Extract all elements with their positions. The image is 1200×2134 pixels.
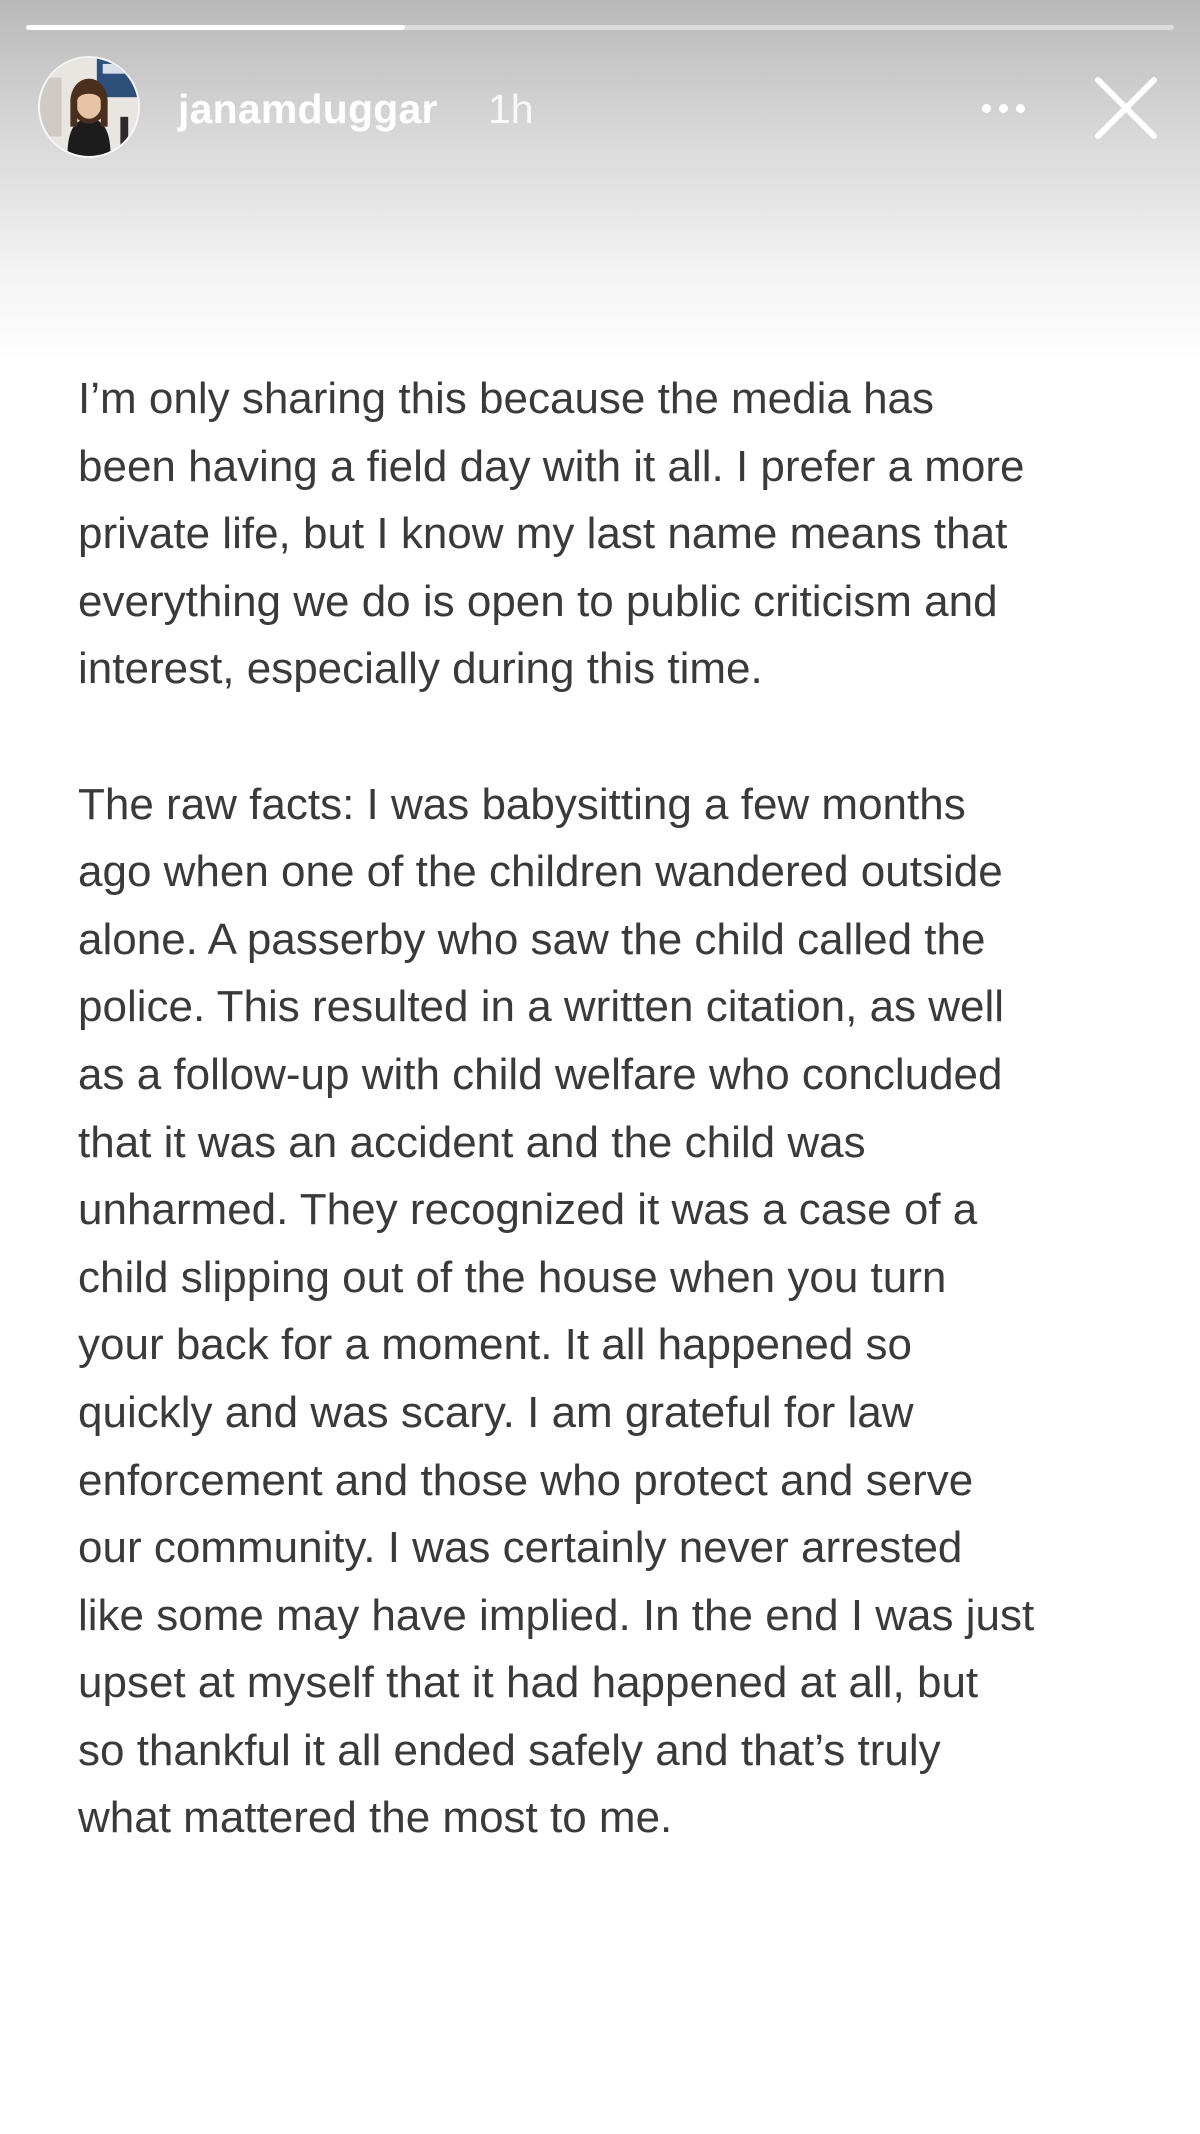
username[interactable]: janamduggar	[178, 86, 438, 132]
more-horizontal-icon	[1016, 104, 1025, 113]
profile-photo-icon	[40, 58, 138, 156]
paragraph-facts: The raw facts: I was babysitting a few months ago when one of the children wandered outside alone. A passerby who saw the child called the police. This resulted in a written citation, as well as a follow-up with child welfare who concluded that it was an accident and the child was unharmed. They recognized it was a case of a child slipping out of the house when you turn your back for a moment. It all happened so quickly and was scary. I am grateful for law enforcement and those who protect and serve our community. I was certainly never arrested like some may have implied. In the end I was just upset at myself that it had happened at all, but so thankful it all ended safely and that’s truly what mattered the most to me.	[78, 779, 1035, 1843]
close-button[interactable]	[1090, 72, 1162, 144]
paragraph-intro: I’m only sharing this because the media has been having a field day with it all. I prefer a more private life, but I know my last name means that everything we do is open to public criticism and interest, especially during this time.	[78, 374, 1025, 694]
timestamp: 1h	[488, 86, 534, 132]
more-options-button[interactable]	[968, 86, 1038, 130]
more-horizontal-icon	[982, 104, 991, 113]
story-text	[78, 365, 1158, 1852]
avatar[interactable]	[38, 56, 140, 158]
close-icon	[1090, 72, 1162, 144]
story-progress-bar	[26, 25, 1174, 30]
more-horizontal-icon	[999, 104, 1008, 113]
header-gradient	[0, 0, 1200, 360]
story-progress-fill	[26, 25, 405, 30]
